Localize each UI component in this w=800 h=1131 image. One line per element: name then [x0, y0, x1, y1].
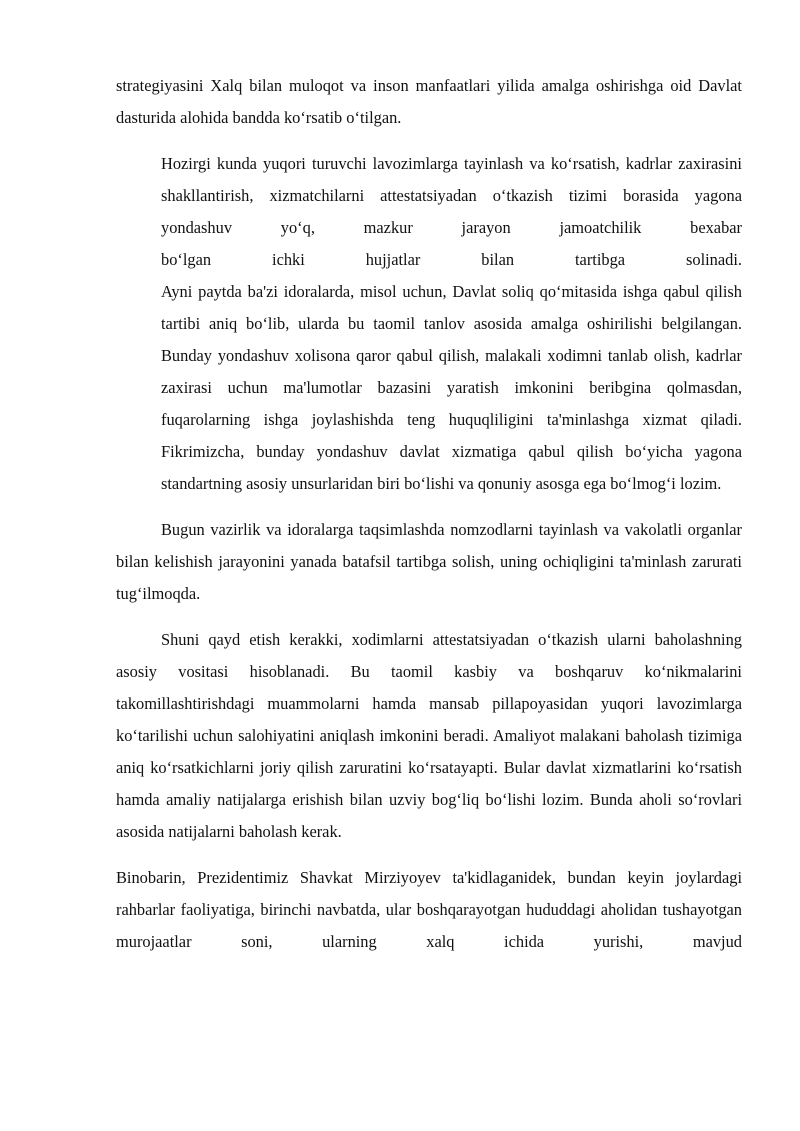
paragraph-continuation: strategiyasini Xalq bilan muloqot va inson manfaatlari yilida amalga oshirishga oid Davlat dasturida alohida bandda ko‘rsatib o‘tilgan. [116, 76, 742, 127]
paragraph-attestation: Shuni qayd etish kerakki, xodimlarni attestatsiyadan o‘tkazish ularni baholashning asosiy vositasi hisoblanadi. Bu taomil kasbiy va boshqaruv ko‘nikmalarini takomillashtirishdagi muammolarni hamda mansab pillapoyasidan yuqori lavozimlarga ko‘tarilishi uchun salohiyatini aniqlash imkonini beradi. Amaliyot malakani baholash tizimiga aniq ko‘rsatkichlarni joriy qilish zaruratini ko‘rsatayapti. Bular davlat xizmatlarini ko‘rsatish hamda amaliy natijalarga erishish bilan uzviy bog‘liq bo‘lishi lozim. Bunda aholi so‘rovlari asosida natijalarni baholash kerak. [116, 630, 742, 841]
document-page [116, 70, 742, 958]
block-paragraph-text: Hozirgi kunda yuqori turuvchi lavozimlarga tayinlash va ko‘rsatish, kadrlar zaxirasini shakllantirish, xizmatchilarni attestatsiyadan o‘tkazish tizimi borasida yagona yondashuv yo‘q, mazkur jarayon jamoatchilik bexabar [161, 154, 742, 237]
paragraph-president: Binobarin, Prezidentimiz Shavkat Mirziyoyev ta'kidlaganidek, bundan keyin joylardagi rahbarlar faoliyatiga, birinchi navbatda, ular boshqarayotgan hududdagi aholidan tushayotgan murojaatlar soni, ularning xalq ichida yurishi, mavjud [116, 868, 742, 951]
block-paragraph-second-part: Ayni paytda ba'zi idoralarda, misol uchun, Davlat soliq qo‘mitasida ishga qabul qilish tartibi aniq bo‘lib, ularda bu taomil tanlov asosida amalga oshirilishi belgilangan. Bunday yondashuv xolisona qaror qabul qilish, malakali xodimni tanlab olish, kadrlar zaxirasi uchun ma'lumotlar bazasini yaratish imkonini beribgina qolmasdan, fuqarolarning ishga joylashishda teng huquqliligini ta'minlashga xizmat qiladi. Fikrimizcha, bunday yondashuv davlat xizmatiga qabul qilish bo‘yicha yagona standartning asosiy unsurlaridan biri bo‘lishi va qonuniy asosga ega bo‘lmog‘i lozim. [161, 282, 742, 493]
block-paragraph [161, 148, 742, 500]
block-paragraph-last-line: bo‘lgan ichki hujjatlar bilan tartibga solinadi. [161, 250, 742, 269]
paragraph-distribution: Bugun vazirlik va idoralarga taqsimlashda nomzodlarni tayinlash va vakolatli organlar bilan kelishish jarayonini yanada batafsil tartibga solish, uning ochiqligini ta'minlash zarurati tug‘ilmoqda. [116, 520, 742, 603]
